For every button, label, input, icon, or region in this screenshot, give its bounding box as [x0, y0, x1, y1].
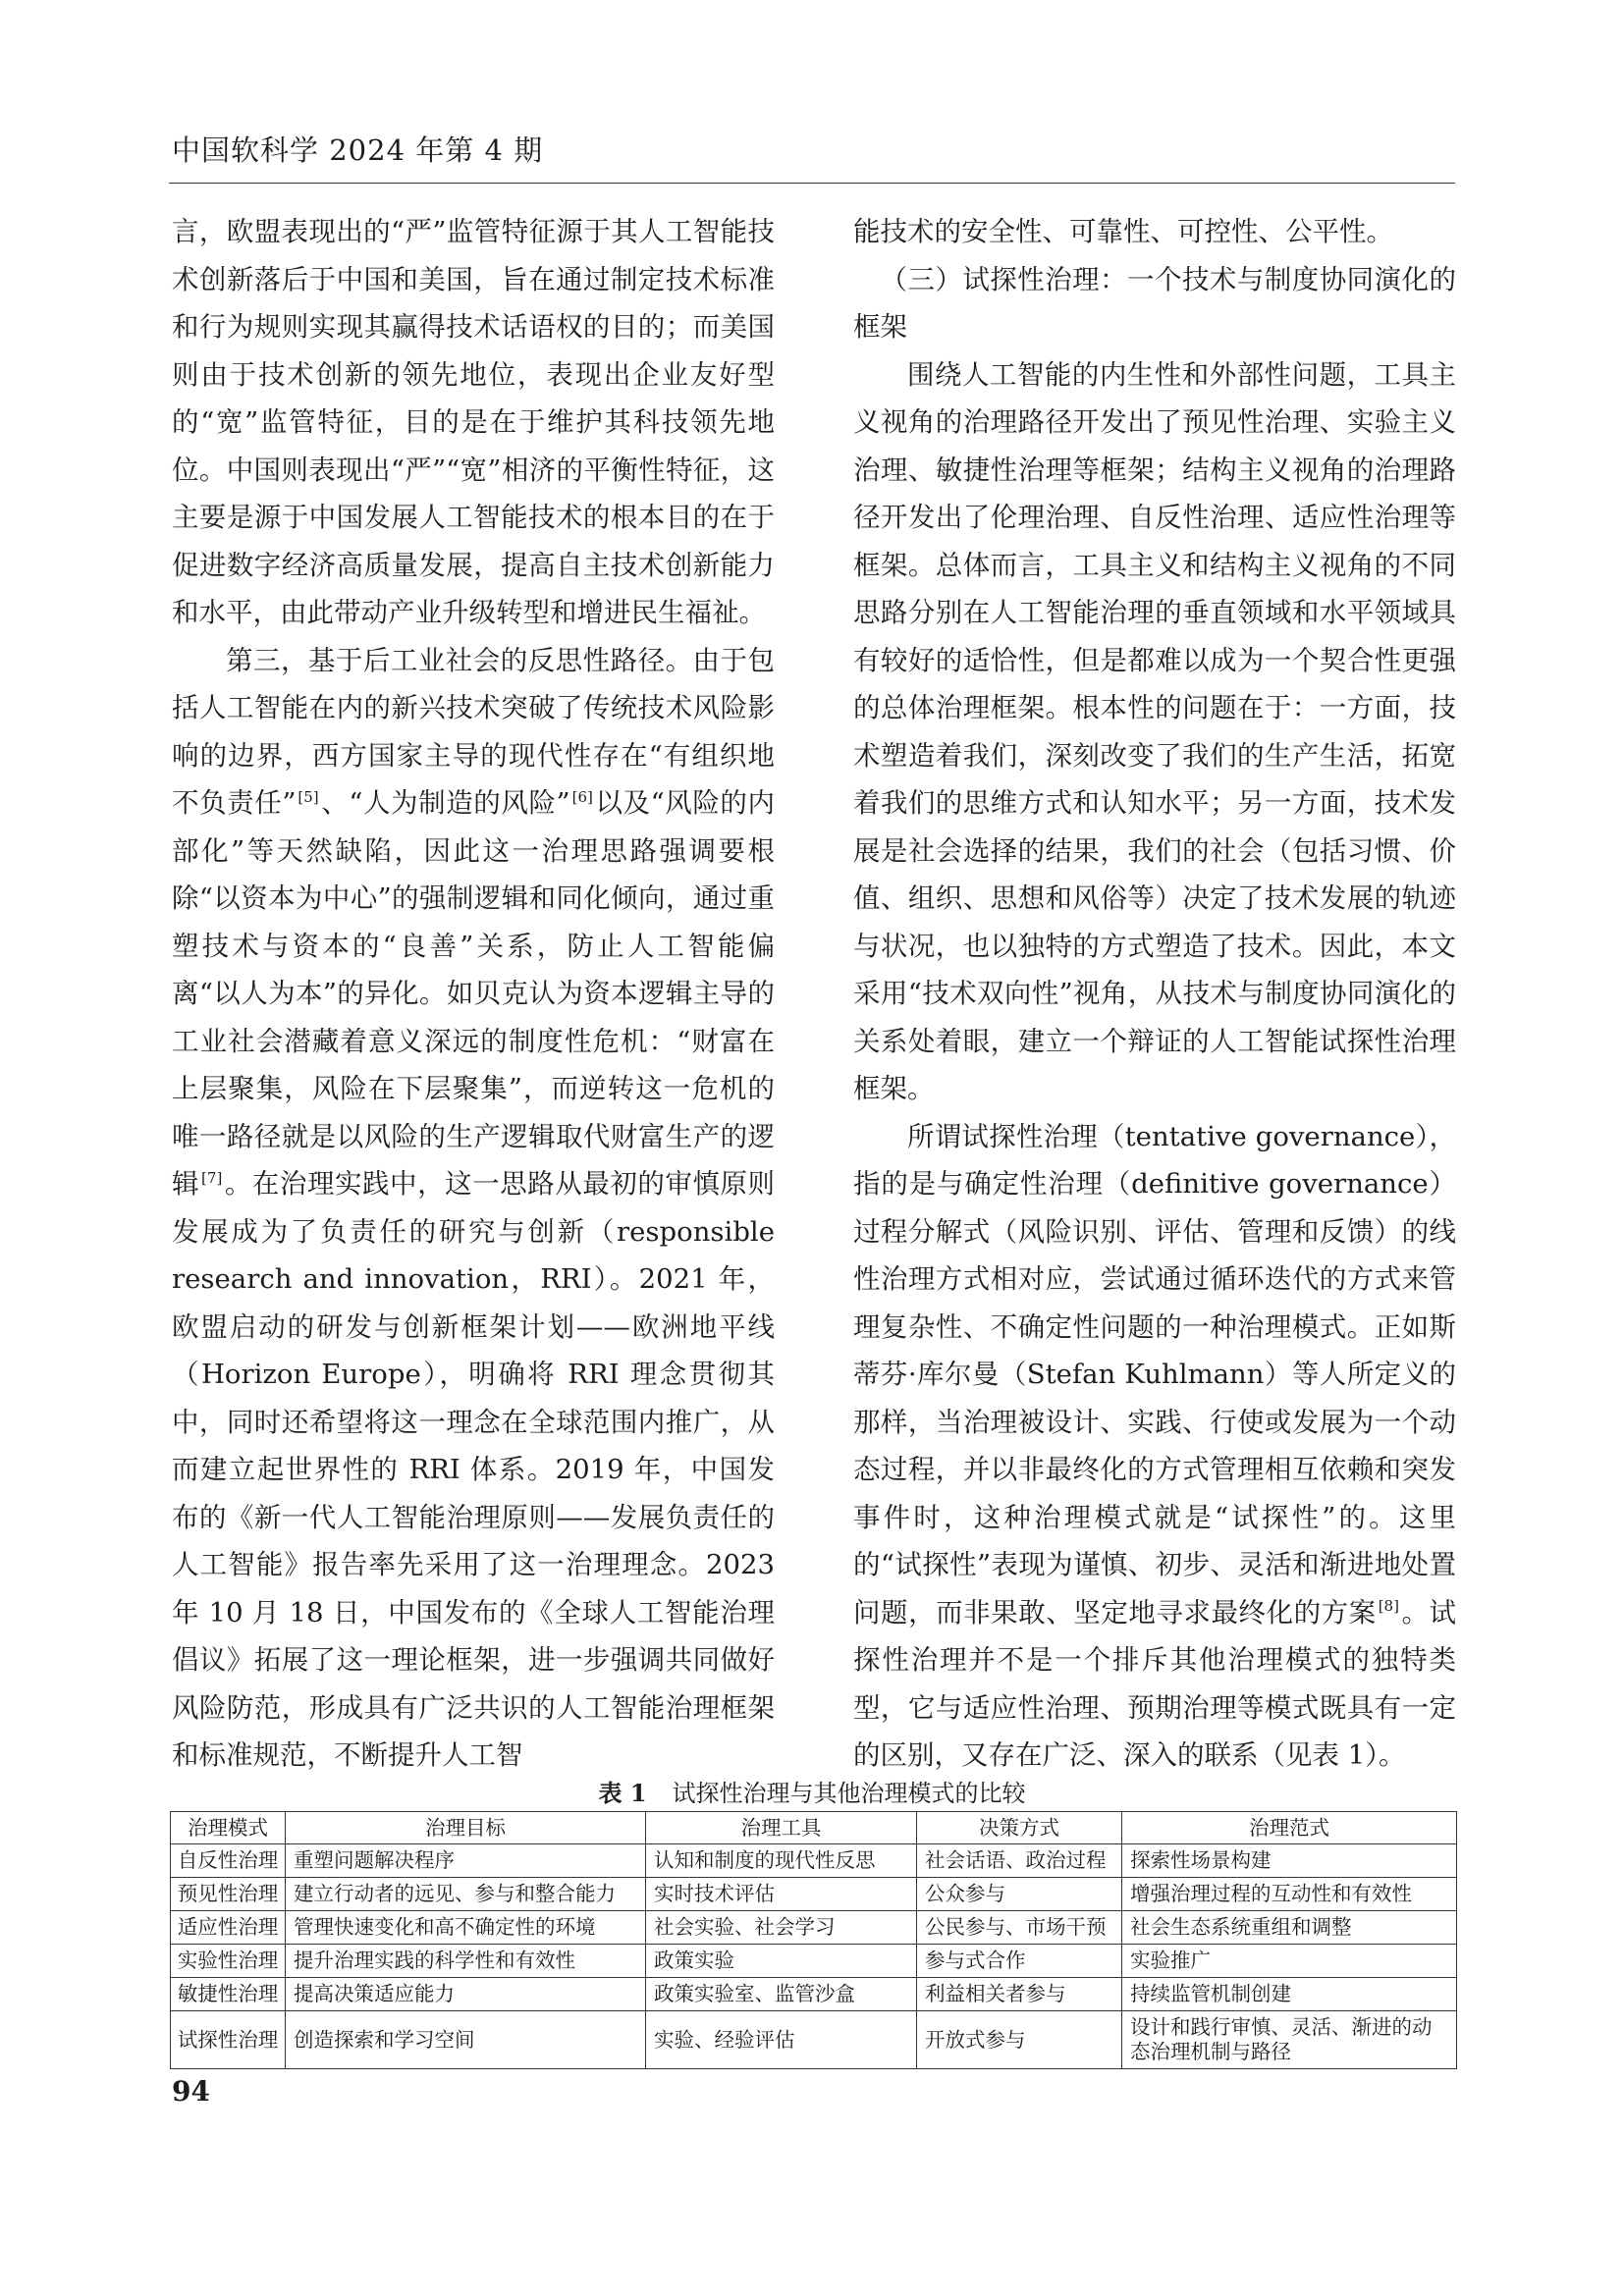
table-cell: 认知和制度的现代性反思 [646, 1844, 917, 1878]
table-cell: 利益相关者参与 [917, 1978, 1122, 2011]
column-header: 治理目标 [286, 1812, 646, 1844]
header-divider [169, 183, 1455, 184]
citation-5[interactable]: [5] [298, 787, 319, 806]
text-run: 以及“风险的内部化”等天然缺陷，因此这一治理思路强调要根除“以资本为中心”的强制逻辑和同化倾向，通过重塑技术与资本的“良善”关系，防止人工智能偏离“以人为本”的异化。如贝克认为资本逻辑主导的工业社会潜藏着意义深远的制度性危机：“财富在上层聚集，风险在下层聚集”，而逆转这一危机的唯一路径就是以风险的生产逻辑取代财富生产的逻辑 [172, 787, 776, 1200]
citation-7[interactable]: [7] [201, 1168, 223, 1187]
table-cell: 实验性治理 [171, 1945, 286, 1978]
table-title: 试探性治理与其他治理模式的比较 [672, 1780, 1026, 1807]
table-row [171, 1978, 1457, 2011]
table-row [171, 1945, 1457, 1978]
table-row [171, 1844, 1457, 1878]
table-cell: 适应性治理 [171, 1911, 286, 1945]
table-cell: 社会实验、社会学习 [646, 1911, 917, 1945]
column-header: 治理工具 [646, 1812, 917, 1844]
text-run: 第三，基于后工业社会的反思性路径。由于包括人工智能在内的新兴技术突破了传统技术风险影响的边界，西方国家主导的现代性存在“有组织地不负责任” [172, 644, 775, 819]
table-cell: 公民参与、市场干预 [917, 1911, 1122, 1945]
table-cell: 社会话语、政治过程 [917, 1844, 1122, 1878]
table-cell: 公众参与 [917, 1878, 1122, 1911]
table-cell: 实时技术评估 [646, 1878, 917, 1911]
section-heading: （三）试探性治理：一个技术与制度协同演化的框架 [853, 263, 1456, 343]
table-cell: 政策实验 [646, 1945, 917, 1978]
table-cell: 提升治理实践的科学性和有效性 [286, 1945, 646, 1978]
table-cell: 试探性治理 [171, 2011, 286, 2069]
paragraph: 言，欧盟表现出的“严”监管特征源于其人工智能技术创新落后于中国和美国，旨在通过制定技术标准和行为规则实现其赢得技术话语权的目的；而美国则由于技术创新的领先地位，表现出企业友好型的“宽”监管特征，目的是在于维护其科技领先地位。中国则表现出“严”“宽”相济的平衡性特征，这主要是源于中国发展人工智能技术的根本目的在于促进数字经济高质量发展，提高自主技术创新能力和水平，由此带动产业升级转型和增进民生福祉。 [172, 216, 775, 628]
table-cell: 敏捷性治理 [171, 1978, 286, 2011]
citation-8[interactable]: [8] [1378, 1597, 1399, 1616]
table-cell: 预见性治理 [171, 1878, 286, 1911]
text-run: 、“人为制造的风险” [320, 787, 570, 819]
page-number: 94 [172, 2075, 210, 2108]
table-cell: 自反性治理 [171, 1844, 286, 1878]
table-cell: 持续监管机制创建 [1122, 1978, 1457, 2011]
paragraph: 围绕人工智能的内生性和外部性问题，工具主义视角的治理路径开发出了预见性治理、实验主义治理、敏捷性治理等框架；结构主义视角的治理路径开发出了伦理治理、自反性治理、适应性治理等框架。总体而言，工具主义和结构主义视角的不同思路分别在人工智能治理的垂直领域和水平领域具有较好的适恰性，但是都难以成为一个契合性更强的总体治理框架。根本性的问题在于：一方面，技术塑造着我们，深刻改变了我们的生产生活，拓宽着我们的思维方式和认知水平；另一方面，技术发展是社会选择的结果，我们的社会（包括习惯、价值、组织、思想和风俗等）决定了技术发展的轨迹与状况，也以独特的方式塑造了技术。因此，本文采用“技术双向性”视角，从技术与制度协同演化的关系处着眼，建立一个辩证的人工智能试探性治理框架。 [853, 358, 1456, 1104]
table-cell: 建立行动者的远见、参与和整合能力 [286, 1878, 646, 1911]
table-cell: 提高决策适应能力 [286, 1978, 646, 2011]
text-run: 。试探性治理并不是一个排斥其他治理模式的独特类型，它与适应性治理、预期治理等模式既具有一定的区别，又存在广泛、深入的联系（见表 1）。 [853, 1596, 1457, 1771]
table-cell: 社会生态系统重组和调整 [1122, 1911, 1457, 1945]
text-run: 所谓试探性治理（tentative governance），指的是与确定性治理（definitive governance）过程分解式（风险识别、评估、管理和反馈）的线性治理方式相对应，尝试通过循环迭代的方式来管理复杂性、不确定性问题的一种治理模式。正如斯蒂芬·库尔曼（Stefan Kuhlmann）等人所定义的那样，当治理被设计、实践、行使或发展为一个动态过程，并以非最终化的方式管理相互依赖和突发事件时，这种治理模式就是“试探性”的。这里的“试探性”表现为谨慎、初步、灵活和渐进地处置问题，而非果敢、坚定地寻求最终化的方案 [853, 1120, 1456, 1629]
journal-header: 中国软科学 2024 年第 4 期 [172, 133, 544, 167]
governance-comparison-table [170, 1811, 1457, 2069]
table-cell: 参与式合作 [917, 1945, 1122, 1978]
table-row [171, 1911, 1457, 1945]
table-cell: 设计和践行审慎、灵活、渐进的动态治理机制与路径 [1122, 2011, 1457, 2069]
table-row [171, 1878, 1457, 1911]
table-number: 表 1 [598, 1779, 647, 1807]
table-cell: 实验、经验评估 [646, 2011, 917, 2069]
table-cell: 政策实验室、监管沙盒 [646, 1978, 917, 2011]
paragraph-third-path [172, 637, 775, 1780]
table-caption [0, 1774, 1624, 1808]
table-cell: 管理快速变化和高不确定性的环境 [286, 1911, 646, 1945]
column-header: 决策方式 [917, 1812, 1122, 1844]
column-header: 治理模式 [171, 1812, 286, 1844]
table-cell: 探索性场景构建 [1122, 1844, 1457, 1878]
table-cell: 创造探索和学习空间 [286, 2011, 646, 2069]
table-header-row [171, 1812, 1457, 1844]
right-column [853, 208, 1456, 1780]
column-header: 治理范式 [1122, 1812, 1457, 1844]
paragraph-tentative-governance [853, 1113, 1456, 1780]
table-cell: 开放式参与 [917, 2011, 1122, 2069]
text-run: 。在治理实践中，这一思路从最初的审慎原则发展成为了负责任的研究与创新（responsible research and innovation，RRI）。2021 年，欧盟启动的研发与创新框架计划——欧洲地平线（Horizon Europe），明确将 RRI 理念贯彻其中，同时还希望将这一理念在全球范围内推广，从而建立起世界性的 RRI 体系。2019 年，中国发布的《新一代人工智能治理原则——发展负责任的人工智能》报告率先采用了这一治理理念。2023 年 10 月 18 日，中国发布的《全球人工智能治理倡议》拓展了这一理论框架，进一步强调共同做好风险防范，形成具有广泛共识的人工智能治理框架和标准规范，不断提升人工智 [172, 1168, 776, 1771]
table-row [171, 2011, 1457, 2069]
table-cell: 增强治理过程的互动性和有效性 [1122, 1878, 1457, 1911]
citation-6[interactable]: [6] [571, 787, 593, 806]
paragraph: 能技术的安全性、可靠性、可控性、公平性。 [853, 216, 1393, 247]
left-column [172, 208, 775, 1780]
table-cell: 实验推广 [1122, 1945, 1457, 1978]
table-cell: 重塑问题解决程序 [286, 1844, 646, 1878]
